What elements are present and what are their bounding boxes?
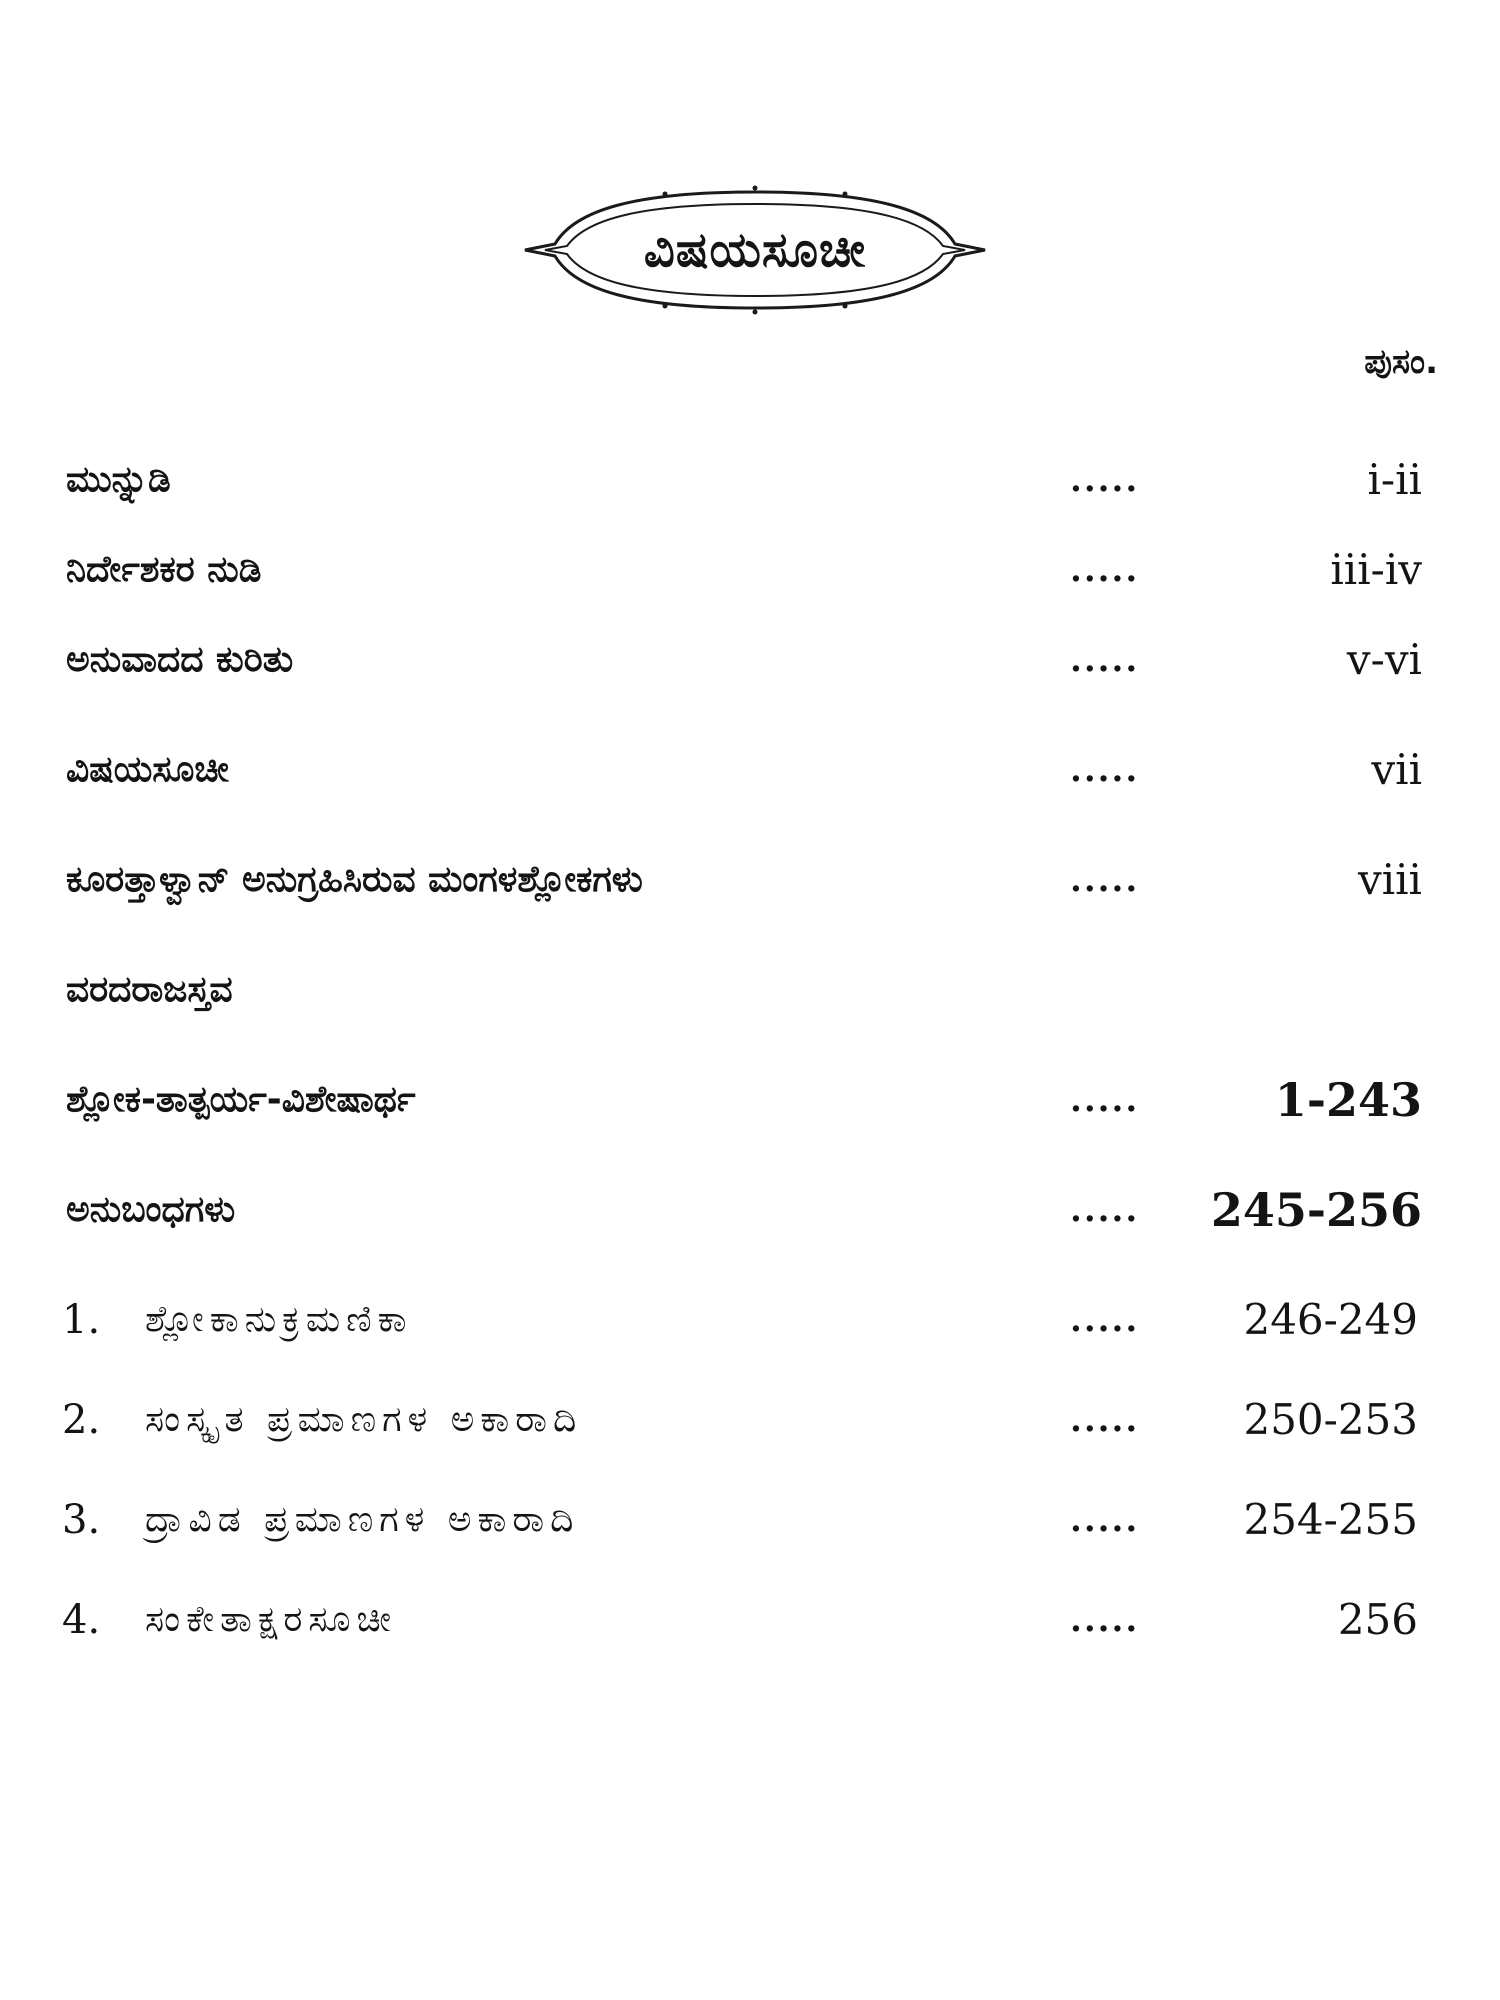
toc-sub-entry[interactable]: [0, 1485, 1500, 1555]
toc-entry[interactable]: [0, 535, 1500, 605]
dot-leader: .....: [1070, 640, 1140, 680]
toc-entry-label: ವಿಷಯಸೂಚೀ: [66, 749, 229, 790]
dot-leader: .....: [1070, 750, 1140, 790]
dot-leader: .....: [1070, 1400, 1140, 1440]
toc-entry-label: ವರದರಾಜಸ್ತವ: [66, 969, 233, 1010]
toc-sub-entry-number: 1.: [62, 1297, 101, 1343]
toc-entry[interactable]: [0, 1175, 1500, 1245]
toc-entry-label: ಅನುವಾದದ ಕುರಿತು: [66, 639, 294, 680]
page-title: ವಿಷಯಸೂಚೀ: [643, 222, 867, 278]
page-number-column-header: ಪುಸಂ.: [1364, 342, 1438, 382]
toc-sub-entry[interactable]: [0, 1285, 1500, 1355]
toc-sub-entry-label: ಸಂಕೇತಾಕ್ಷರಸೂಚೀ: [145, 1599, 398, 1640]
toc-entry-page: viii: [1357, 855, 1422, 904]
toc-sub-entry-number: 2.: [62, 1397, 101, 1443]
toc-entry[interactable]: [0, 735, 1500, 805]
toc-entry-label: ಅನುಬಂಧಗಳು: [66, 1189, 236, 1230]
dot-leader: .....: [1070, 1600, 1140, 1640]
toc-sub-entry-label: ಸಂಸ್ಕೃತ ಪ್ರಮಾಣಗಳ ಅಕಾರಾದಿ: [145, 1399, 583, 1440]
toc-entry[interactable]: [0, 625, 1500, 695]
toc-sub-entry-page: 250-253: [1243, 1395, 1418, 1444]
toc-entry-page: 1-243: [1274, 1073, 1422, 1127]
dot-leader: .....: [1070, 1500, 1140, 1540]
toc-entry-page: v-vi: [1346, 635, 1422, 684]
toc-sub-entry[interactable]: [0, 1585, 1500, 1655]
dot-leader: .....: [1070, 860, 1140, 900]
toc-sub-entry-number: 3.: [62, 1497, 101, 1543]
toc-sub-entry-page: 246-249: [1243, 1295, 1418, 1344]
toc-entry[interactable]: [0, 445, 1500, 515]
toc-entry-label: ನಿರ್ದೇಶಕರ ನುಡಿ: [66, 549, 262, 590]
toc-entry-label: ಮುನ್ನುಡಿ: [66, 459, 171, 500]
dot-leader: .....: [1070, 1190, 1140, 1230]
dot-leader: .....: [1070, 550, 1140, 590]
toc-entry[interactable]: [0, 1065, 1500, 1135]
dot-leader: .....: [1070, 1080, 1140, 1120]
toc-entry-label: ಶ್ಲೋಕ-ತಾತ್ಪರ್ಯ-ವಿಶೇಷಾರ್ಥ: [66, 1079, 416, 1120]
toc-entry-page: iii-iv: [1330, 545, 1422, 594]
toc-sub-entry-label: ಶ್ಲೋಕಾನುಕ್ರಮಣಿಕಾ: [145, 1299, 413, 1340]
toc-entry-label: ಕೂರತ್ತಾಳ್ವಾನ್ ಅನುಗ್ರಹಿಸಿರುವ ಮಂಗಳಶ್ಲೋಕಗಳು: [66, 859, 643, 900]
toc-sub-entry-number: 4.: [62, 1597, 101, 1643]
dot-leader: .....: [1070, 1300, 1140, 1340]
toc-sub-entry-label: ದ್ರಾವಿಡ ಪ್ರಮಾಣಗಳ ಅಕಾರಾದಿ: [145, 1499, 580, 1540]
toc-entry-page: i-ii: [1367, 455, 1422, 504]
toc-entry[interactable]: [0, 955, 1500, 1025]
toc-entry-page: 245-256: [1210, 1183, 1422, 1237]
toc-entry-page: vii: [1371, 745, 1422, 794]
toc-entry[interactable]: [0, 845, 1500, 915]
toc-sub-entry-page: 256: [1337, 1595, 1418, 1644]
dot-leader: .....: [1070, 460, 1140, 500]
toc-sub-entry-page: 254-255: [1243, 1495, 1418, 1544]
toc-sub-entry[interactable]: [0, 1385, 1500, 1455]
